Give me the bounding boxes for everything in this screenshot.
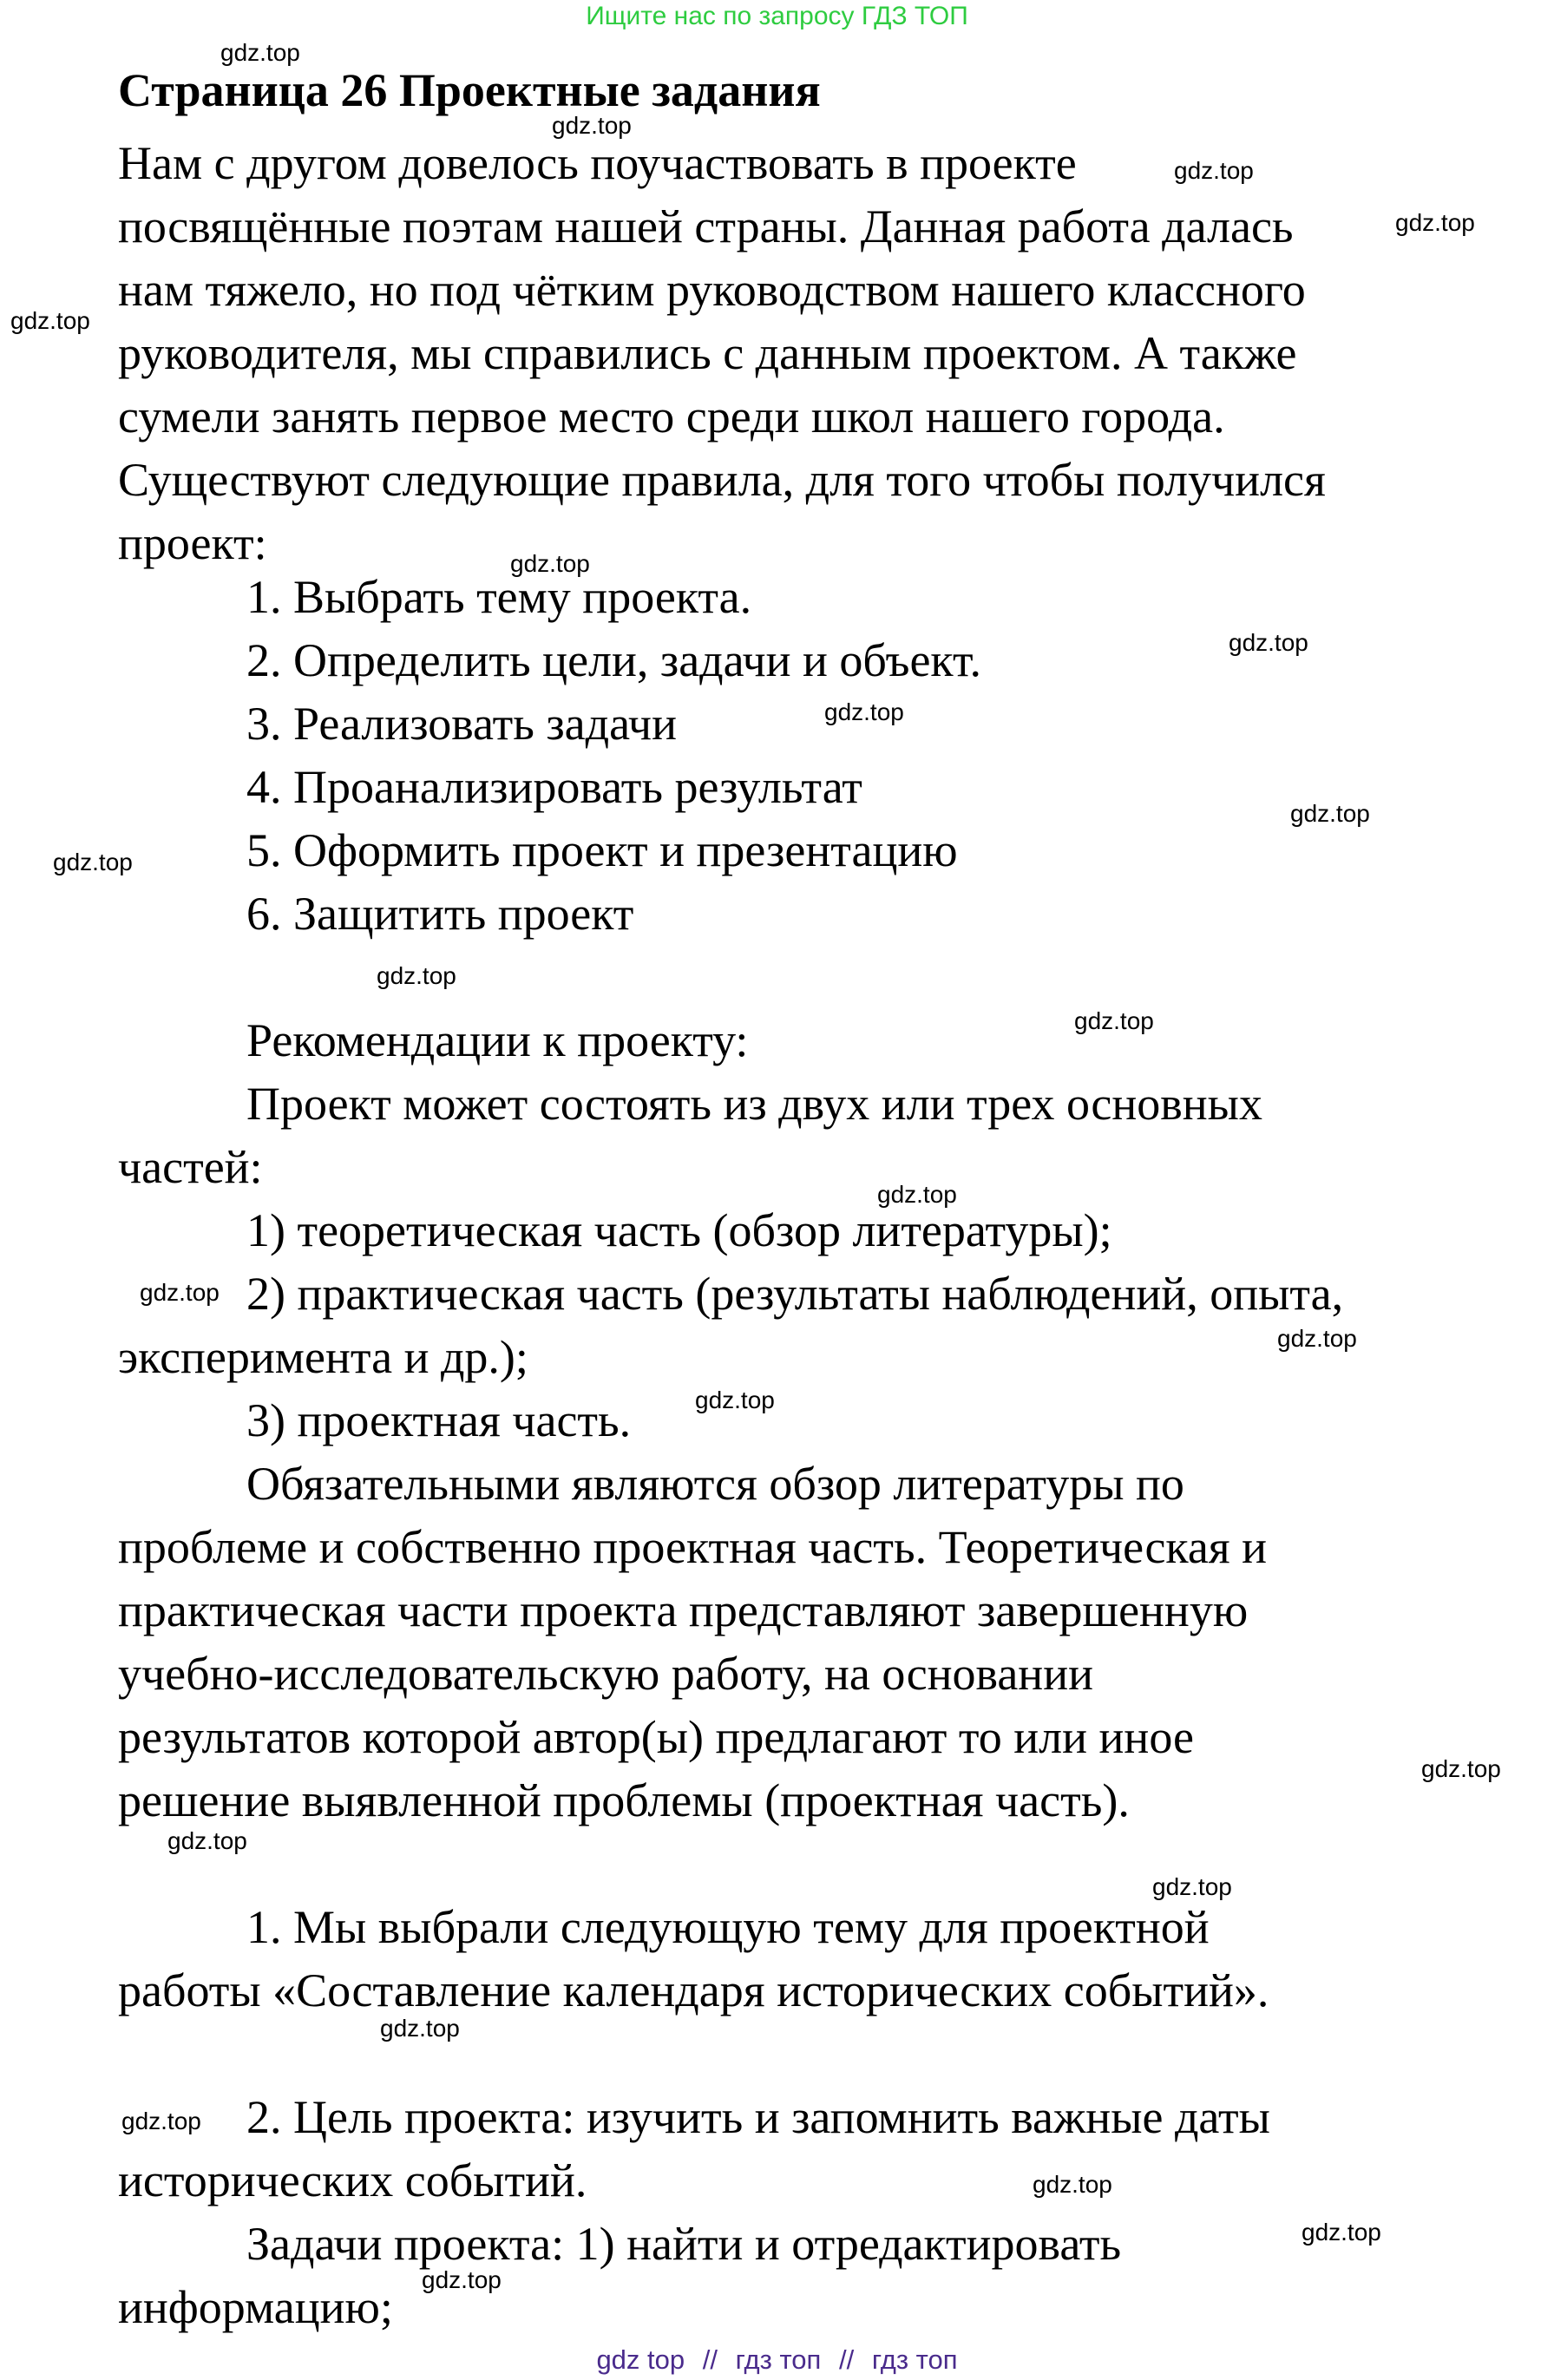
watermark: gdz.top xyxy=(1033,2171,1112,2198)
text-line: Задачи проекта: 1) найти и отредактировать xyxy=(246,2218,1122,2270)
watermark: gdz.top xyxy=(695,1387,775,1413)
text-line: эксперимента и др.); xyxy=(118,1331,528,1383)
watermark: gdz.top xyxy=(877,1181,957,1208)
watermark: gdz.top xyxy=(167,1827,247,1854)
text-line: Нам с другом довелось поучаствовать в проекте xyxy=(118,137,1077,189)
text-line: работы «Составление календаря исторических событий». xyxy=(118,1964,1269,2016)
top-banner: Ищите нас по запросу ГДЗ ТОП xyxy=(586,2,968,30)
watermark: gdz.top xyxy=(1395,209,1475,236)
watermark: gdz.top xyxy=(10,307,90,334)
text-line: 1. Мы выбрали следующую тему для проектной xyxy=(246,1901,1210,1953)
list-item: 1) теоретическая часть (обзор литературы); xyxy=(246,1204,1112,1256)
footer-link[interactable]: гдз топ xyxy=(735,2344,822,2375)
text-line: исторических событий. xyxy=(118,2154,587,2206)
watermark: gdz.top xyxy=(1152,1873,1232,1900)
list-item: 2. Определить цели, задачи и объект. xyxy=(246,634,981,686)
watermark: gdz.top xyxy=(380,2015,460,2042)
watermark: gdz.top xyxy=(1421,1755,1501,1782)
text-line: сумели занять первое место среди школ нашего города. xyxy=(118,390,1225,443)
list-item: 4. Проанализировать результат xyxy=(246,761,862,813)
list-item: 6. Защитить проект xyxy=(246,888,634,940)
list-item: 3. Реализовать задачи xyxy=(246,698,677,750)
watermark: gdz.top xyxy=(121,2108,201,2134)
watermark: gdz.top xyxy=(377,962,456,989)
watermark: gdz.top xyxy=(220,39,300,66)
watermark: gdz.top xyxy=(552,112,632,139)
watermark: gdz.top xyxy=(422,2266,502,2293)
text-line: информацию; xyxy=(118,2281,393,2333)
section-heading: Рекомендации к проекту: xyxy=(246,1014,749,1066)
text-line: нам тяжело, но под чётким руководством нашего классного xyxy=(118,264,1306,316)
text-line: руководителя, мы справились с данным проектом. А также xyxy=(118,327,1297,379)
footer-link[interactable]: gdz top xyxy=(596,2344,685,2375)
text-line: проблеме и собственно проектная часть. Теоретическая и xyxy=(118,1521,1268,1573)
watermark: gdz.top xyxy=(53,849,133,875)
list-item: 5. Оформить проект и презентацию xyxy=(246,824,958,876)
page-title: Страница 26 Проектные задания xyxy=(118,64,821,116)
text-line: Обязательными являются обзор литературы по xyxy=(246,1458,1184,1510)
text-line: посвящённые поэтам нашей страны. Данная работа далась xyxy=(118,200,1294,252)
watermark: gdz.top xyxy=(1174,157,1254,184)
text-line: 2. Цель проекта: изучить и запомнить важные даты xyxy=(246,2091,1270,2143)
watermark: gdz.top xyxy=(1074,1007,1154,1034)
text-line: результатов которой автор(ы) предлагают то или иное xyxy=(118,1711,1194,1763)
watermark: gdz.top xyxy=(824,698,904,725)
text-line: практическая части проекта представляют завершенную xyxy=(118,1584,1249,1636)
text-line: частей: xyxy=(118,1141,263,1193)
watermark: gdz.top xyxy=(1302,2219,1381,2246)
list-item: 1. Выбрать тему проекта. xyxy=(246,571,752,623)
footer-separator: // xyxy=(838,2344,855,2375)
watermark: gdz.top xyxy=(140,1279,220,1306)
footer-link[interactable]: гдз топ xyxy=(871,2344,958,2375)
list-item: 3) проектная часть. xyxy=(246,1394,632,1446)
watermark: gdz.top xyxy=(1229,629,1308,656)
watermark: gdz.top xyxy=(1277,1325,1357,1352)
text-line: Проект может состоять из двух или трех основных xyxy=(246,1078,1262,1130)
footer-links xyxy=(0,2343,1554,2377)
text-line: Существуют следующие правила, для того чтобы получился xyxy=(118,454,1326,506)
list-item: 2) практическая часть (результаты наблюдений, опыта, xyxy=(246,1268,1344,1320)
text-line: учебно-исследовательскую работу, на основании xyxy=(118,1648,1094,1700)
text-line: проект: xyxy=(118,517,267,569)
watermark: gdz.top xyxy=(510,550,590,577)
footer-separator: // xyxy=(702,2344,718,2375)
watermark: gdz.top xyxy=(1290,800,1370,827)
text-line: решение выявленной проблемы (проектная часть). xyxy=(118,1774,1130,1826)
